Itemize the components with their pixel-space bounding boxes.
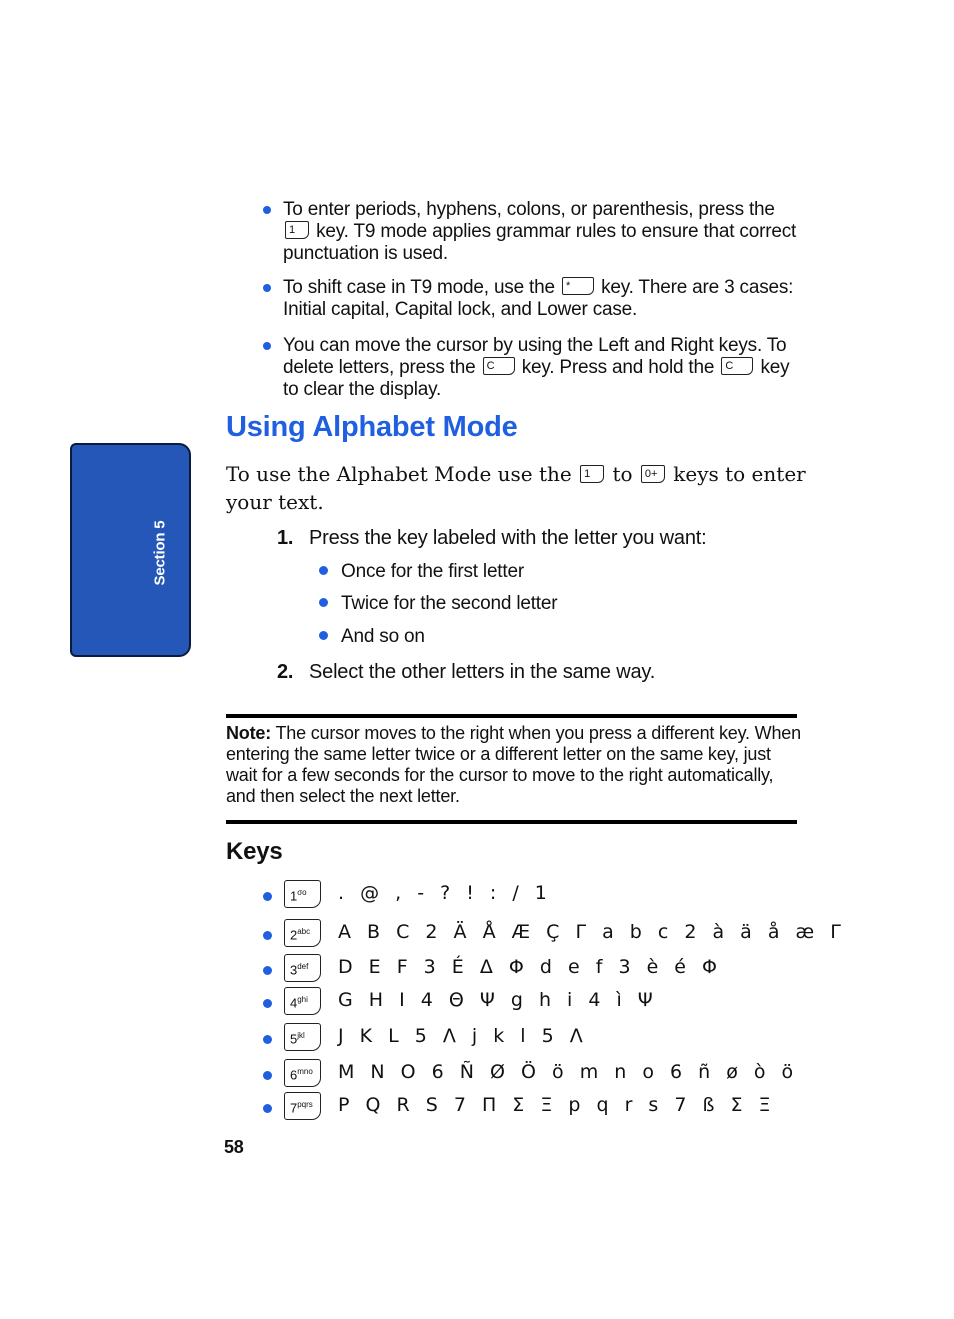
- key-characters: A B C 2 Ä Å Æ Ç Γ a b c 2 à ä å æ Γ: [338, 921, 846, 943]
- key-1-icon: 1: [580, 465, 604, 483]
- sub-list-item: And so on: [319, 626, 425, 648]
- page-number: 58: [224, 1137, 244, 1157]
- key-2-icon: $2^{abc}$: [284, 919, 321, 947]
- bullet-icon: [263, 206, 271, 214]
- key-star-icon: *: [562, 277, 594, 295]
- note-box: Note: The cursor moves to the right when you press a different key. When entering the same letter twice or a different letter on the same key, just wait for a few seconds for the cursor to move to the right automatically, and then select the next letter.: [226, 723, 801, 806]
- bullet-icon: [319, 598, 328, 607]
- key-7-icon: $7^{pqrs}$: [284, 1092, 321, 1120]
- key-characters: G H I 4 Θ Ψ g h i 4 ì Ψ: [338, 989, 658, 1011]
- bullet-item: To shift case in T9 mode, use the * key. There are 3 cases: Initial capital, Capital lock, and Lower case.: [263, 277, 803, 321]
- key-6-icon: $6^{mno}$: [284, 1059, 321, 1087]
- bullet-icon: [319, 631, 328, 640]
- bullet-icon: [263, 931, 272, 940]
- bullet-icon: [263, 999, 272, 1008]
- section-tab: [70, 443, 191, 657]
- key-4-icon: $4^{ghi}$: [284, 987, 321, 1015]
- key-clear-icon: C: [721, 357, 753, 375]
- bullet-item: You can move the cursor by using the Left and Right keys. To delete letters, press the C key. Press and hold the C key to clear the display.: [263, 335, 803, 401]
- bullet-icon: [263, 966, 272, 975]
- key-3-icon: $3^{def}$: [284, 954, 321, 982]
- divider: [226, 714, 797, 718]
- section-tab-label: Section 5: [151, 520, 169, 586]
- key-1-icon: $1^{\sigma o}$: [284, 880, 321, 908]
- step-item: 1. Press the key labeled with the letter you want:: [277, 527, 707, 549]
- sub-list-item: Once for the first letter: [319, 561, 524, 583]
- section-heading: Using Alphabet Mode: [226, 411, 518, 443]
- intro-paragraph: To use the Alphabet Mode use the 1 to 0+ keys to enter your text.: [226, 462, 806, 514]
- bullet-icon: [319, 566, 328, 575]
- bullet-icon: [263, 1071, 272, 1080]
- key-characters: P Q R S 7 Π Σ Ξ p q r s 7 ß Σ Ξ: [338, 1094, 776, 1116]
- bullet-item: To enter periods, hyphens, colons, or parenthesis, press the 1 key. T9 mode applies grammar rules to ensure that correct punctuation is used.: [263, 199, 803, 265]
- key-characters: . @ , - ? ! : / 1: [338, 882, 552, 904]
- key-characters: M N O 6 Ñ Ø Ö ö m n o 6 ñ ø ò ö: [338, 1061, 799, 1083]
- bullet-icon: [263, 892, 272, 901]
- bullet-icon: [263, 342, 271, 350]
- key-characters: J K L 5 Λ j k l 5 Λ: [338, 1025, 588, 1047]
- bullet-icon: [263, 1104, 272, 1113]
- key-1-icon: 1: [285, 221, 309, 239]
- key-5-icon: $5^{jkl}$: [284, 1023, 321, 1051]
- key-0-icon: 0+: [641, 465, 665, 483]
- sub-list-item: Twice for the second letter: [319, 593, 557, 615]
- divider: [226, 820, 797, 824]
- key-characters: D E F 3 É Δ Φ d e f 3 è é Φ: [338, 956, 722, 978]
- bullet-icon: [263, 1035, 272, 1044]
- bullet-icon: [263, 284, 271, 292]
- step-item: 2. Select the other letters in the same way.: [277, 661, 656, 683]
- keys-heading: Keys: [226, 838, 283, 865]
- key-clear-icon: C: [483, 357, 515, 375]
